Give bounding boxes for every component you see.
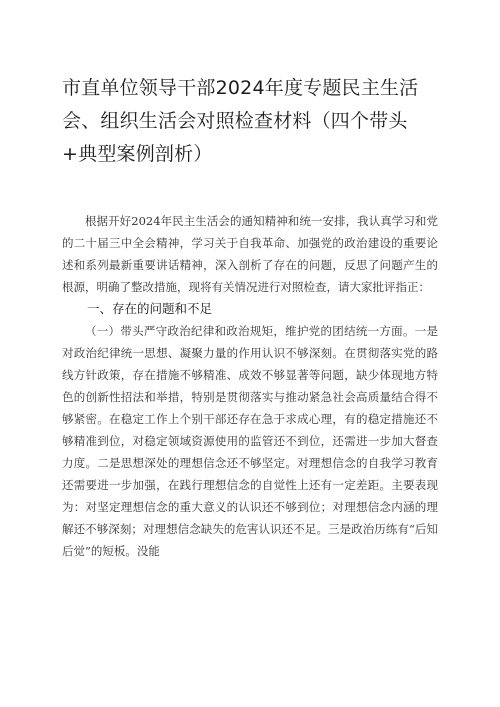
intro-paragraph: 根据开好2024年民主生活会的通知精神和统一安排，我认真学习和党的二十届三中全会精神，学习关于自我革命、加强党的政治建设的重要论述和系列最新重要讲话精神，深入剖析了存在的问题，反思了问题产生的根源，明确了整改措施，现将有关情况进行对照检查，请大家批评指正： (62, 214, 438, 294)
section-heading: 一、存在的问题和不足 (87, 301, 213, 316)
document-title: 市直单位领导干部2024年度专题民主生活会、组织生活会对照检查材料（四个带头+典型案例剖析） (62, 77, 419, 165)
document-body (62, 210, 438, 562)
section-paragraph: （一）带头严守政治纪律和政治规矩，维护党的团结统一方面。一是对政治纪律统一思想、凝聚力量的作用认识不够深刻。在贯彻落实党的路线方针政策，存在措施不够精准、成效不够显著等问题，缺少体现地方特色的创新性招法和举措，特别是贯彻落实与推动紧急社会高质量结合得不够紧密。在稳定工作上个别干部还存在急于求成心理，有的稳定措施还不够精准到位，对稳定领域资源使用的监管还不到位，还需进一步加大督查力度。二是思想深处的理想信念还不够坚定。对理想信念的自我学习教育还需要进一步加强，在践行理想信念的自觉性上还有一定差距。主要表现为：对坚定理想信念的重大意义的认识还不够到位；对理想信念内涵的理解还不够深刻；对理想信念缺失的危害认识还不足。三是政治历练有“后知后觉”的短板。没能 (62, 324, 438, 558)
